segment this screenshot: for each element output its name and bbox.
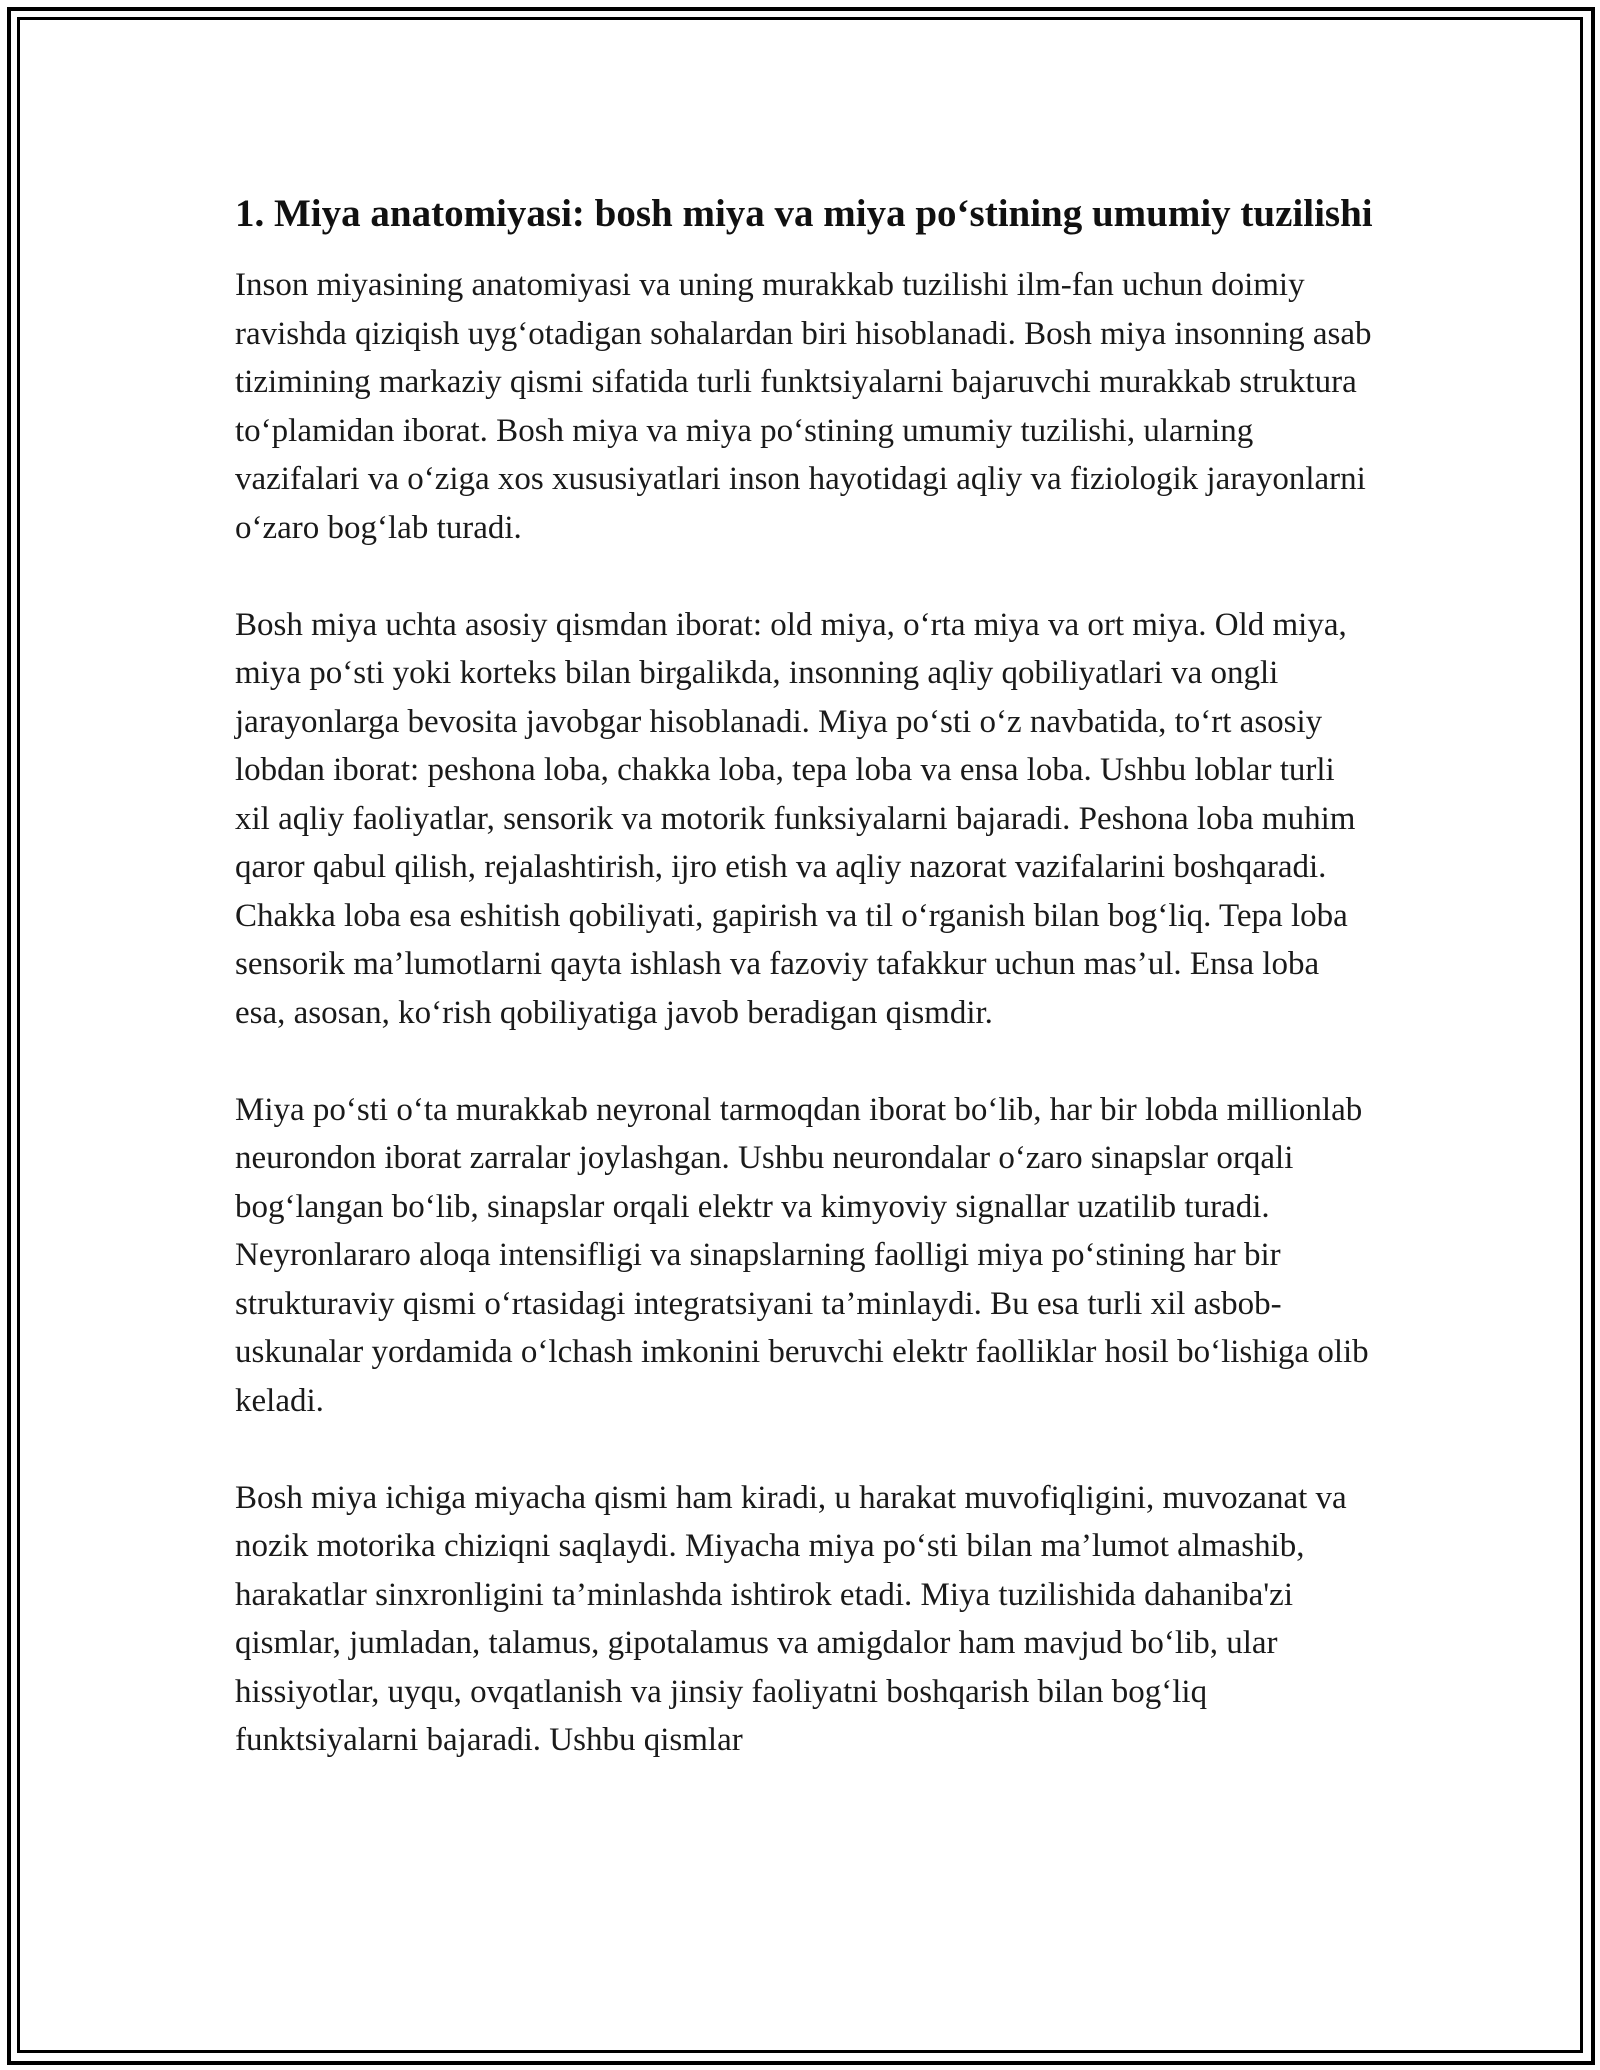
paragraph-3: Miya po‘sti o‘ta murakkab neyronal tarmoqdan iborat bo‘lib, har bir lobda millionlab neurondon iborat zarralar joylashgan. Ushbu neurondalar o‘zaro sinapslar orqali bog‘langan bo‘lib, sinapslar orqali elektr va kimyoviy signallar uzatilib turadi. Neyronlararo aloqa intensifligi va sinapslarning faolligi miya po‘stining har bir strukturaviy qismi o‘rtasidagi integratsiyani ta’minlaydi. Bu esa turli xil asbob-uskunalar yordamida o‘lchash imkonini beruvchi elektr faolliklar hosil bo‘lishiga olib keladi.: [235, 1091, 1369, 1419]
paragraph-4: Bosh miya ichiga miyacha qismi ham kiradi, u harakat muvofiqligini, muvozanat va nozik motorika chiziqni saqlaydi. Miyacha miya po‘sti bilan ma’lumot almashib, harakatlar sinxronligini ta’minlashda ishtirok etadi. Miya tuzilishida dahaniba'zi qismlar, jumladan, talamus, gipotalamus va amigdalor ham mavjud bo‘lib, ular hissiyotlar, uyqu, ovqatlanish va jinsiy faoliyatni boshqarish bilan bog‘liq funktsiyalarni bajaradi. Ushbu qismlar: [235, 1479, 1347, 1758]
document-body: [235, 186, 1375, 1813]
paragraph-1: Inson miyasining anatomiyasi va uning murakkab tuzilishi ilm-fan uchun doimiy ravishda qiziqish uyg‘otadigan sohalardan biri hisoblanadi. Bosh miya insonning asab tizimining markaziy qismi sifatida turli funktsiyalarni bajaruvchi murakkab struktura to‘plamidan iborat. Bosh miya va miya po‘stining umumiy tuzilishi, ularning vazifalari va o‘ziga xos xususiyatlari inson hayotidagi aqliy va fiziologik jarayonlarni o‘zaro bog‘lab turadi.: [235, 267, 1372, 546]
paragraph-2: Bosh miya uchta asosiy qismdan iborat: old miya, o‘rta miya va ort miya. Old miya, miya po‘sti yoki korteks bilan birgalikda, insonning aqliy qobiliyatlari va ongli jarayonlarga bevosita javobgar hisoblanadi. Miya po‘sti o‘z navbatida, to‘rt asosiy lobdan iborat: peshona loba, chakka loba, tepa loba va ensa loba. Ushbu loblar turli xil aqliy faoliyatlar, sensorik va motorik funksiyalarni bajaradi. Peshona loba muhim qaror qabul qilish, rejalashtirish, ijro etish va aqliy nazorat vazifalarini boshqaradi. Chakka loba esa eshitish qobiliyati, gapirish va til o‘rganish bilan bog‘liq. Tepa loba sensorik ma’lumotlarni qayta ishlash va fazoviy tafakkur uchun mas’ul. Ensa loba esa, asosan, ko‘rish qobiliyatiga javob beradigan qismdir.: [235, 606, 1356, 1031]
section-heading: 1. Miya anatomiyasi: bosh miya va miya po‘stining umumiy tuzilishi: [235, 192, 1373, 235]
